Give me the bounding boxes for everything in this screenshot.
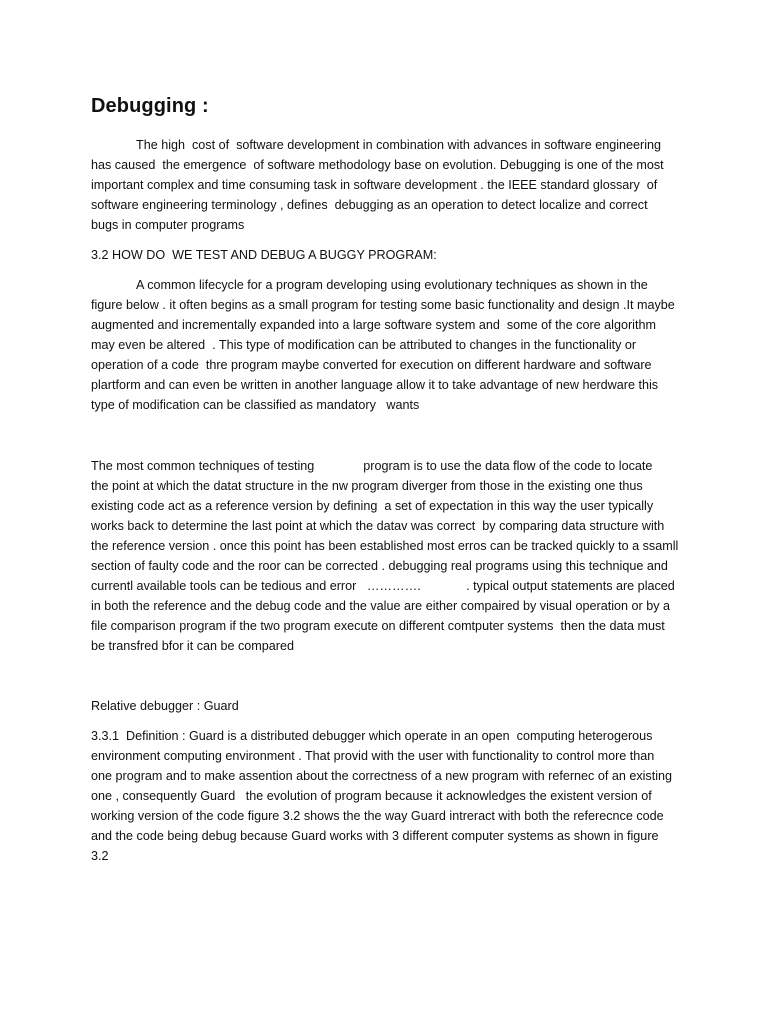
paragraph-line: The high cost of software development in combination with advances in software engineering — [136, 138, 662, 152]
paragraph-line: figure below . it often begins as a small program for testing some basic functionality and design .It maybe — [91, 298, 675, 312]
section-heading — [91, 245, 676, 265]
paragraph-line: the reference version . once this point has been established most erros can be tracked quickly to a ssamll — [91, 539, 679, 553]
paragraph-line: A common lifecycle for a program developing using evolutionary techniques as shown in the — [136, 278, 648, 292]
paragraph-line: one , consequently Guard the evolution of program because it acknowledges the existent version of — [91, 789, 652, 803]
paragraph-line: working version of the code figure 3.2 shows the the way Guard intreract with both the referecnce code — [91, 809, 664, 823]
document-title: Debugging : — [91, 95, 209, 117]
paragraph-line: type of modification can be classified as mandatory wants — [91, 398, 420, 412]
paragraph-line: plartform and can even be written in another language allow it to take advantage of new herdware this — [91, 378, 659, 392]
section-heading-text: 3.2 HOW DO WE TEST AND DEBUG A BUGGY PROGRAM: — [91, 248, 437, 262]
intro-paragraph — [91, 135, 676, 235]
subsection-heading-text: Relative debugger : Guard — [91, 699, 239, 713]
paragraph-line: environment computing environment . That provid with the user with functionality to control more than — [91, 749, 655, 763]
paragraph-line: file comparison program if the two program execute on different comtputer systems then the data must — [91, 619, 665, 633]
paragraph-line: the point at which the datat structure in the nw program diverger from those in the existing one thus — [91, 479, 643, 493]
paragraph-line: 3.3.1 Definition : Guard is a distributed debugger which operate in an open computing heterogerous — [91, 729, 653, 743]
paragraph-line: one program and to make assention about the correctness of a new program with refernec of an existing — [91, 769, 673, 783]
paragraph-line: currentl available tools can be tedious and error …………. . typical output statements are placed — [91, 579, 675, 593]
paragraph-line: The most common techniques of testing program is to use the data flow of the code to locate — [91, 459, 653, 473]
subsection-heading — [91, 696, 676, 716]
paragraph-line: software engineering terminology , defines debugging as an operation to detect localize and correct — [91, 198, 648, 212]
paragraph-line: operation of a code thre program maybe converted for execution on different hardware and software — [91, 358, 652, 372]
paragraph-line: section of faulty code and the roor can be corrected . debugging real programs using this technique and — [91, 559, 668, 573]
paragraph-line: may even be altered . This type of modification can be attributed to changes in the functionality or — [91, 338, 637, 352]
paragraph-line: has caused the emergence of software methodology base on evolution. Debugging is one of the most — [91, 158, 664, 172]
definition-paragraph — [91, 726, 676, 866]
paragraph-line: augmented and incrementally expanded into a large software system and some of the core algorithm — [91, 318, 656, 332]
paragraph-line: be transfred bfor it can be compared — [91, 639, 295, 653]
lifecycle-paragraph — [91, 275, 676, 415]
testing-paragraph — [91, 456, 679, 656]
paragraph-line: bugs in computer programs — [91, 218, 245, 232]
paragraph-line: 3.2 — [91, 849, 109, 863]
paragraph-line: important complex and time consuming task in software development . the IEEE standard glossary of — [91, 178, 658, 192]
paragraph-line: existing code act as a reference version by defining a set of expectation in this way the user typically — [91, 499, 654, 513]
paragraph-line: works back to determine the last point at which the datav was correct by comparing data structure with — [91, 519, 665, 533]
paragraph-line: and the code being debug because Guard works with 3 different computer systems as shown in figure — [91, 829, 659, 843]
paragraph-line: in both the reference and the debug code and the value are either compaired by visual operation or by a — [91, 599, 670, 613]
